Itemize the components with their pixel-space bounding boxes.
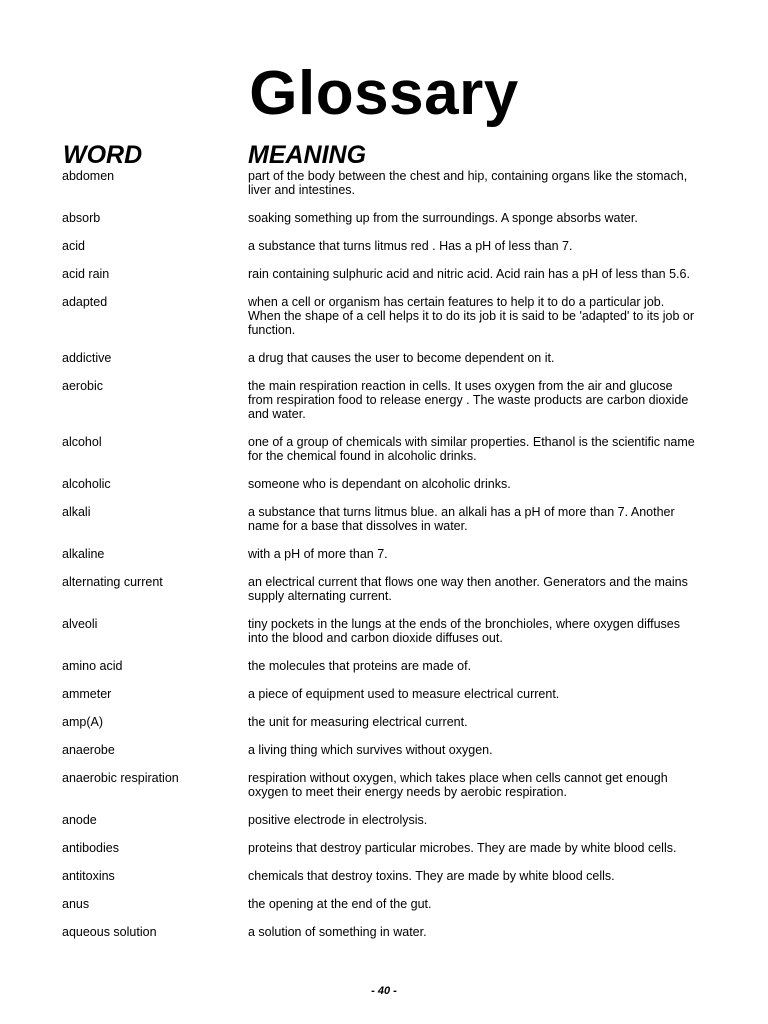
glossary-definition: the opening at the end of the gut. bbox=[248, 897, 432, 911]
glossary-entry bbox=[0, 547, 768, 561]
glossary-term: acid rain bbox=[62, 267, 110, 281]
glossary-term: anus bbox=[62, 897, 90, 911]
glossary-term: antibodies bbox=[62, 841, 119, 855]
glossary-term: antitoxins bbox=[62, 869, 115, 883]
glossary-entry bbox=[0, 617, 768, 645]
glossary-entry bbox=[0, 239, 768, 253]
glossary-definition: proteins that destroy particular microbes. They are made by white blood cells. bbox=[248, 841, 677, 855]
glossary-term: aqueous solution bbox=[62, 925, 157, 939]
glossary-definition: a drug that causes the user to become dependent on it. bbox=[248, 351, 555, 365]
glossary-entry bbox=[0, 435, 768, 463]
glossary-term: amino acid bbox=[62, 659, 123, 673]
glossary-term: alkaline bbox=[62, 547, 105, 561]
glossary-term: addictive bbox=[62, 351, 112, 365]
glossary-definition: the main respiration reaction in cells. It uses oxygen from the air and glucose from respiration food to release energy . The waste products are carbon dioxide and water. bbox=[248, 379, 689, 421]
glossary-entry bbox=[0, 169, 768, 197]
glossary-entry bbox=[0, 477, 768, 491]
glossary-entry bbox=[0, 659, 768, 673]
glossary-term: alcoholic bbox=[62, 477, 111, 491]
glossary-definition: with a pH of more than 7. bbox=[248, 547, 388, 561]
glossary-term: anaerobe bbox=[62, 743, 115, 757]
glossary-definition: a solution of something in water. bbox=[248, 925, 427, 939]
glossary-definition: rain containing sulphuric acid and nitric acid. Acid rain has a pH of less than 5.6. bbox=[248, 267, 690, 281]
glossary-entry bbox=[0, 267, 768, 281]
glossary-definition: an electrical current that flows one way then another. Generators and the mains supply alternating current. bbox=[248, 575, 688, 603]
glossary-term: abdomen bbox=[62, 169, 115, 183]
glossary-entry bbox=[0, 575, 768, 603]
glossary-entry bbox=[0, 295, 768, 337]
glossary-entry bbox=[0, 841, 768, 855]
glossary-entry bbox=[0, 743, 768, 757]
glossary-term: absorb bbox=[62, 211, 101, 225]
glossary-term: adapted bbox=[62, 295, 108, 309]
glossary-entry bbox=[0, 813, 768, 827]
page-number: - 40 - bbox=[371, 985, 397, 997]
glossary-entry bbox=[0, 925, 768, 939]
glossary-definition: someone who is dependant on alcoholic drinks. bbox=[248, 477, 511, 491]
glossary-definition: a living thing which survives without oxygen. bbox=[248, 743, 493, 757]
glossary-entry bbox=[0, 379, 768, 421]
glossary-definition: chemicals that destroy toxins. They are made by white blood cells. bbox=[248, 869, 615, 883]
glossary-definition: soaking something up from the surroundings. A sponge absorbs water. bbox=[248, 211, 638, 225]
glossary-definition: a substance that turns litmus blue. an alkali has a pH of more than 7. Another name for a base that dissolves in water. bbox=[248, 505, 675, 533]
glossary-entry bbox=[0, 897, 768, 911]
glossary-entry bbox=[0, 869, 768, 883]
glossary-term: alkali bbox=[62, 505, 91, 519]
glossary-definition: the unit for measuring electrical current. bbox=[248, 715, 468, 729]
glossary-entry bbox=[0, 211, 768, 225]
meaning-column-header: MEANING bbox=[248, 141, 367, 169]
glossary-definition: the molecules that proteins are made of. bbox=[248, 659, 472, 673]
word-column-header: WORD bbox=[63, 141, 143, 169]
glossary-entry bbox=[0, 351, 768, 365]
glossary-definition: when a cell or organism has certain features to help it to do a particular job. When the shape of a cell helps it to do its job it is said to be 'adapted' to its job or function. bbox=[248, 295, 695, 337]
glossary-entry bbox=[0, 687, 768, 701]
glossary-definition: one of a group of chemicals with similar properties. Ethanol is the scientific name for the chemical found in alcoholic drinks. bbox=[248, 435, 695, 463]
glossary-term: alcohol bbox=[62, 435, 102, 449]
glossary-term: alveoli bbox=[62, 617, 98, 631]
glossary-term: alternating current bbox=[62, 575, 163, 589]
glossary-definition: a substance that turns litmus red . Has a pH of less than 7. bbox=[248, 239, 573, 253]
glossary-entry bbox=[0, 715, 768, 729]
glossary-term: ammeter bbox=[62, 687, 112, 701]
glossary-definition: a piece of equipment used to measure electrical current. bbox=[248, 687, 560, 701]
glossary-definition: tiny pockets in the lungs at the ends of the bronchioles, where oxygen diffuses into the blood and carbon dioxide diffuses out. bbox=[248, 617, 680, 645]
glossary-term: anaerobic respiration bbox=[62, 771, 179, 785]
glossary-definition: respiration without oxygen, which takes place when cells cannot get enough oxygen to meet their energy needs by aerobic respiration. bbox=[248, 771, 668, 799]
glossary-definition: positive electrode in electrolysis. bbox=[248, 813, 428, 827]
glossary-term: aerobic bbox=[62, 379, 103, 393]
page-title: Glossary bbox=[249, 59, 519, 128]
glossary-term: amp(A) bbox=[62, 715, 103, 729]
glossary-definition: part of the body between the chest and hip, containing organs like the stomach, liver and intestines. bbox=[248, 169, 688, 197]
glossary-term: acid bbox=[62, 239, 85, 253]
glossary-entry bbox=[0, 505, 768, 533]
glossary-list bbox=[0, 169, 768, 953]
glossary-entry bbox=[0, 771, 768, 799]
glossary-term: anode bbox=[62, 813, 97, 827]
